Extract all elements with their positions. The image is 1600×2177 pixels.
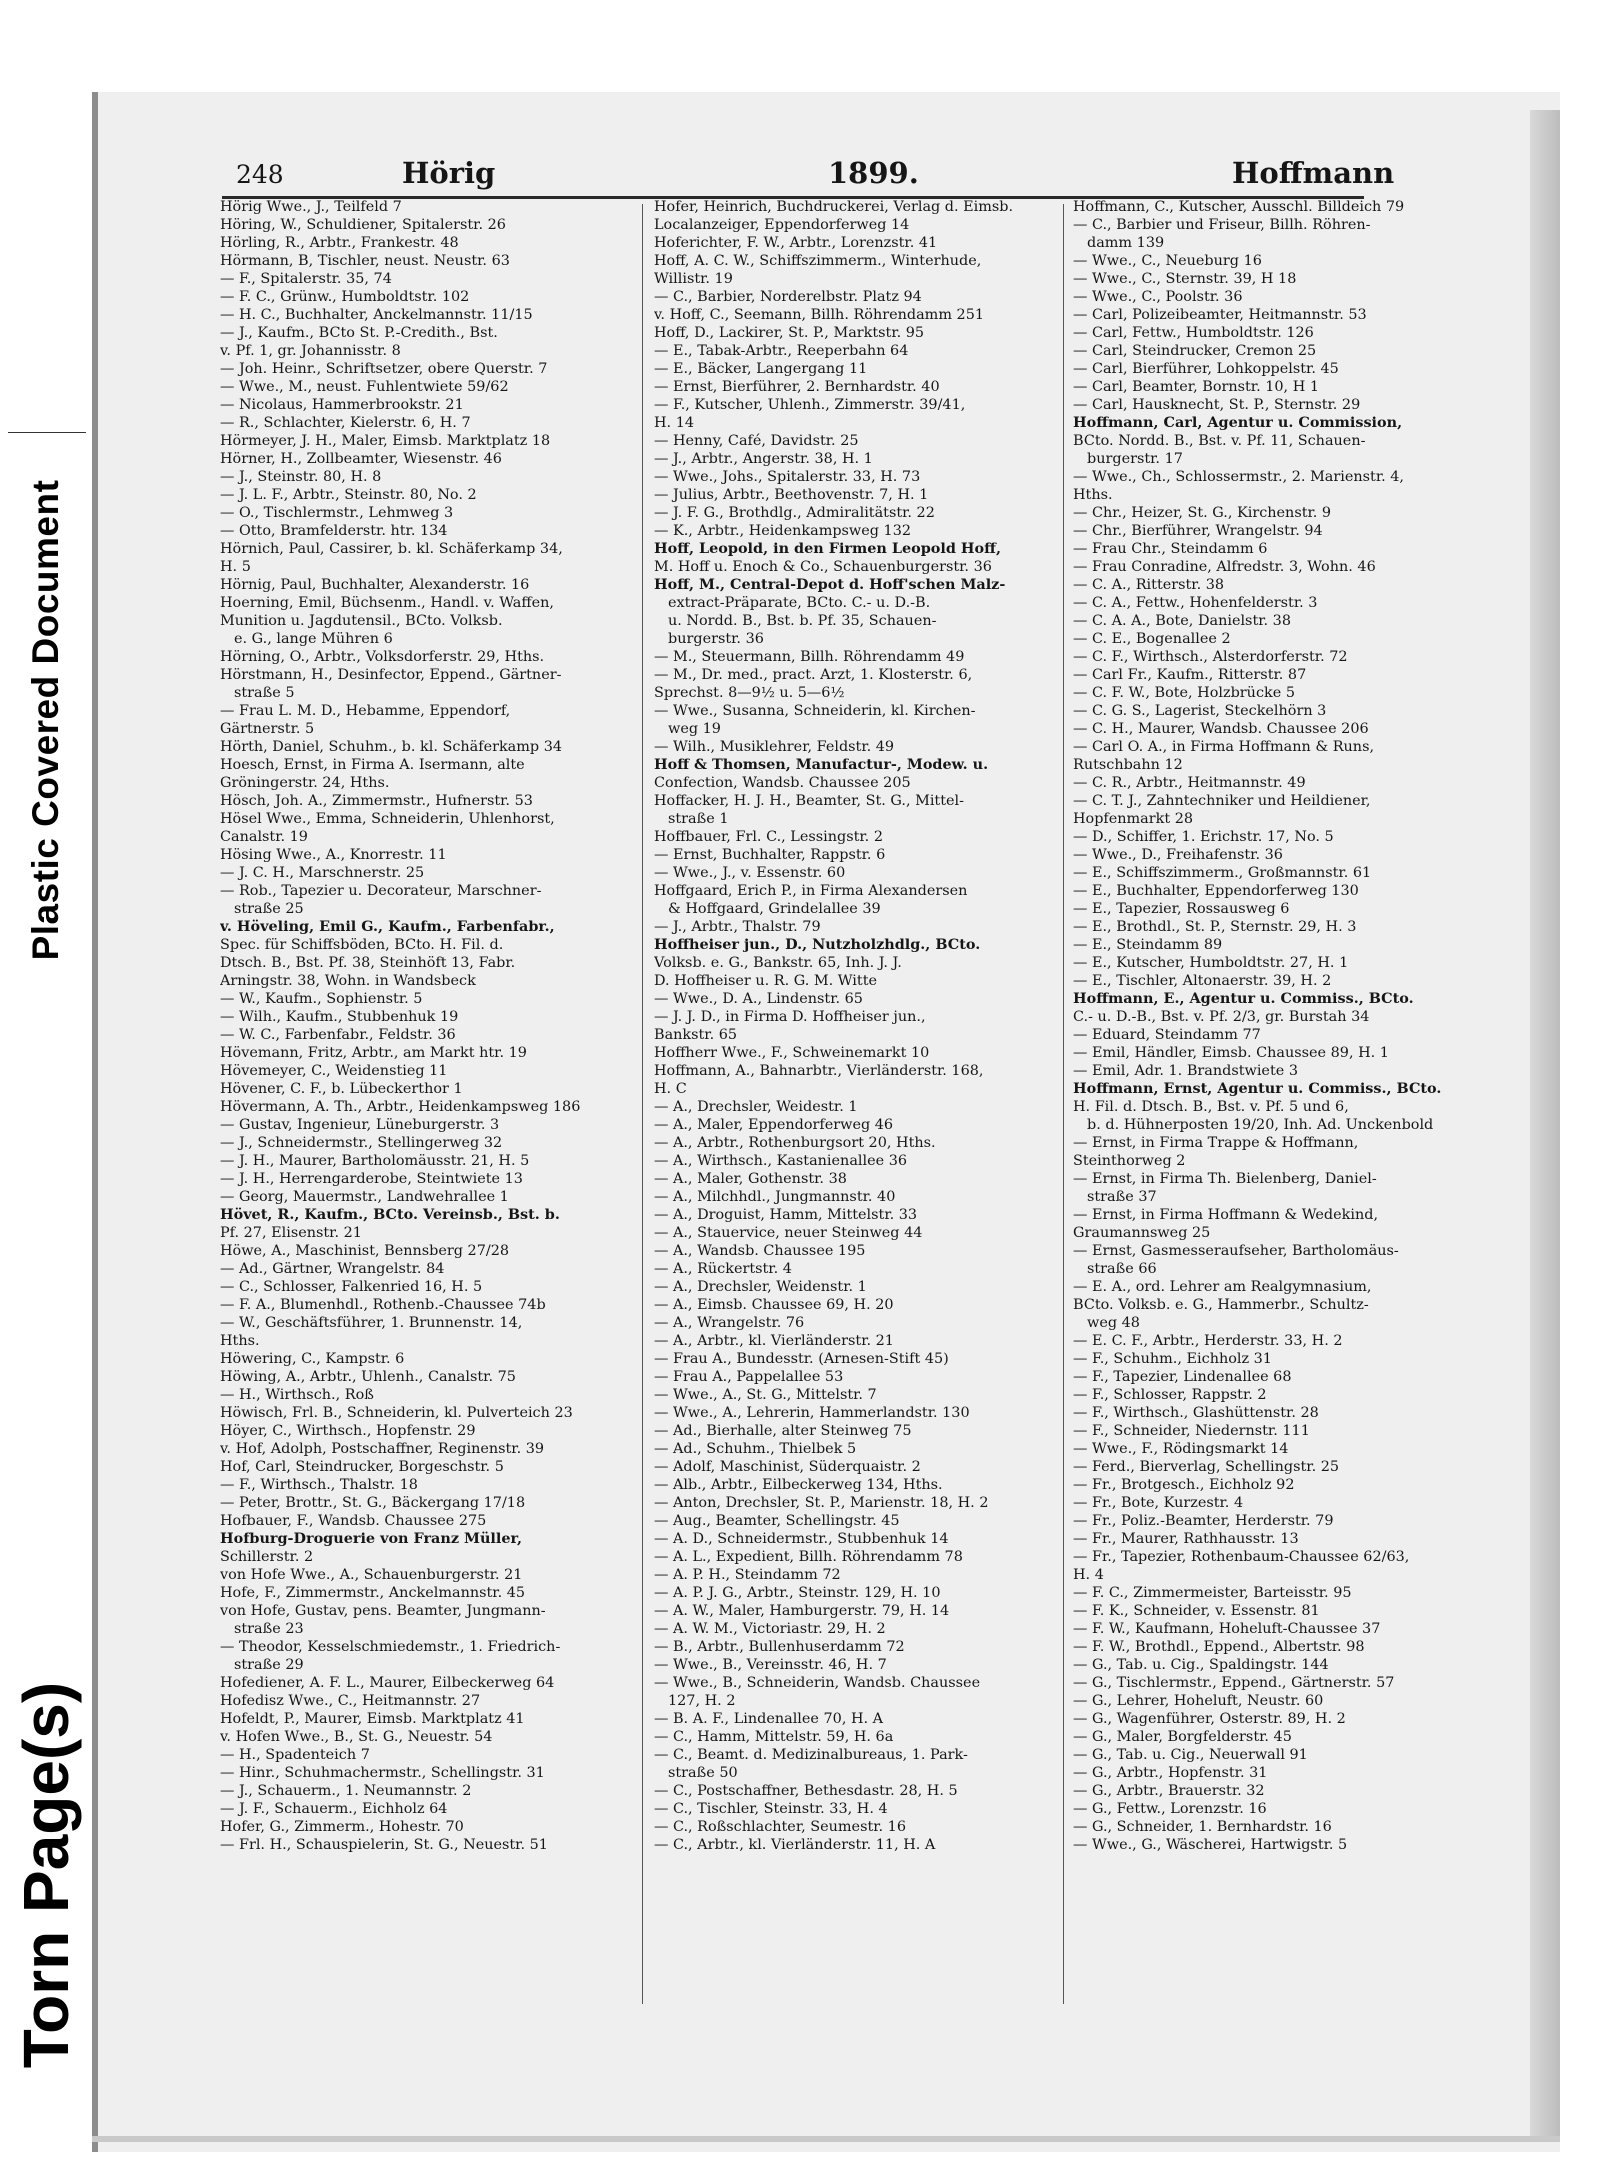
directory-entry-line: — Ernst, in Firma Hoffmann & Wedekind, [1073, 1207, 1379, 1223]
directory-entry-line: — A., Wrangelstr. 76 [654, 1315, 805, 1331]
directory-entry-line: — Ernst, in Firma Trappe & Hoffmann, [1073, 1135, 1359, 1151]
directory-entry-line: — A., Drechsler, Weidestr. 1 [654, 1099, 858, 1115]
directory-entry-line: — A. D., Schneidermstr., Stubbenhuk 14 [654, 1531, 949, 1547]
directory-entry-line: — E., Brothdl., St. P., Sternstr. 29, H. 3 [1073, 919, 1357, 935]
directory-entry-line: — Chr., Bierführer, Wrangelstr. 94 [1073, 523, 1323, 539]
directory-entry-line: — J., Steinstr. 80, H. 8 [220, 469, 382, 485]
directory-entry-line: Hoff & Thomsen, Manufactur-, Modew. u. [654, 756, 989, 773]
directory-column-middle [654, 198, 1062, 1854]
torn-pages-label: Torn Page(s) [10, 1681, 82, 2069]
directory-entry-line: Hofbauer, F., Wandsb. Chaussee 275 [220, 1513, 487, 1529]
directory-entry-line: — A., Droguist, Hamm, Mittelstr. 33 [654, 1207, 918, 1223]
directory-entry-line: Hoff, A. C. W., Schiffszimmerm., Winterhude, [654, 253, 982, 269]
directory-entry-line: — F., Spitalerstr. 35, 74 [220, 271, 392, 287]
directory-entry-line: — Frau L. M. D., Hebamme, Eppendorf, [220, 703, 511, 719]
directory-entry-line: — C. A., Fettw., Hohenfelderstr. 3 [1073, 595, 1318, 611]
directory-entry-line: — G., Arbtr., Brauerstr. 32 [1073, 1783, 1265, 1799]
directory-entry-line: — D., Schiffer, 1. Erichstr. 17, No. 5 [1073, 829, 1334, 845]
directory-entry-line: BCto. Volksb. e. G., Hammerbr., Schultz- [1073, 1297, 1369, 1313]
page-number: 248 [236, 160, 284, 189]
directory-entry-line: — R., Schlachter, Kielerstr. 6, H. 7 [220, 415, 471, 431]
directory-entry-line: — W., Kaufm., Sophienstr. 5 [220, 991, 423, 1007]
column-divider [642, 204, 643, 2004]
directory-entry-line: — F., Tapezier, Lindenallee 68 [1073, 1369, 1292, 1385]
directory-entry-line: — Fr., Poliz.-Beamter, Herderstr. 79 [1073, 1513, 1334, 1529]
directory-entry-line: — Gustav, Ingenieur, Lüneburgerstr. 3 [220, 1117, 500, 1133]
directory-entry-line: — Carl, Polizeibeamter, Heitmannstr. 53 [1073, 307, 1367, 323]
directory-entry-line: Volksb. e. G., Bankstr. 65, Inh. J. J. [654, 955, 902, 971]
directory-entry-line: — J. F. G., Brothdlg., Admiralitätstr. 22 [654, 505, 935, 521]
directory-entry-line: straße 1 [668, 811, 729, 827]
directory-entry-line: Hövet, R., Kaufm., BCto. Vereinsb., Bst. b. [220, 1206, 560, 1223]
directory-entry-line: — M., Steuermann, Billh. Röhrendamm 49 [654, 649, 965, 665]
page-edge-shadow [1530, 110, 1560, 2140]
page-header [236, 156, 1395, 196]
directory-entry-line: — Theodor, Kesselschmiedemstr., 1. Friedrich- [220, 1639, 561, 1655]
directory-entry-line: — Ernst, Gasmesseraufseher, Bartholomäus- [1073, 1243, 1399, 1259]
directory-entry-line: — Aug., Beamter, Schellingstr. 45 [654, 1513, 900, 1529]
directory-entry-line: — E., Schiffszimmerm., Großmannstr. 61 [1073, 865, 1372, 881]
directory-entry-line: — Emil, Händler, Eimsb. Chaussee 89, H. 1 [1073, 1045, 1389, 1061]
directory-entry-line: — Wwe., D., Freihafenstr. 36 [1073, 847, 1283, 863]
directory-entry-line: — B. A. F., Lindenallee 70, H. A [654, 1711, 884, 1727]
directory-entry-line: — Hinr., Schuhmachermstr., Schellingstr. 31 [220, 1765, 545, 1781]
directory-entry-line: — Wilh., Kaufm., Stubbenhuk 19 [220, 1009, 459, 1025]
directory-entry-line: Hofburg-Droguerie von Franz Müller, [220, 1530, 523, 1547]
directory-entry-line: straße 23 [234, 1621, 304, 1637]
directory-entry-line: Arningstr. 38, Wohn. in Wandsbeck [220, 973, 476, 989]
directory-entry-line: — Rob., Tapezier u. Decorateur, Marschner- [220, 883, 542, 899]
directory-entry-line: — J. H., Maurer, Bartholomäusstr. 21, H. 5 [220, 1153, 530, 1169]
directory-entry-line: BCto. Nordd. B., Bst. v. Pf. 11, Schauen- [1073, 433, 1366, 449]
directory-entry-line: — G., Arbtr., Hopfenstr. 31 [1073, 1765, 1268, 1781]
directory-entry-line: — E., Buchhalter, Eppendorferweg 130 [1073, 883, 1359, 899]
directory-entry-line: Hofer, Heinrich, Buchdruckerei, Verlag d. Eimsb. [654, 199, 1014, 215]
directory-entry-line: M. Hoff u. Enoch & Co., Schauenburgerstr. 36 [654, 559, 992, 575]
directory-entry-line: — Wwe., C., Poolstr. 36 [1073, 289, 1243, 305]
directory-entry-line: — J. H., Herrengarderobe, Steintwiete 13 [220, 1171, 523, 1187]
directory-entry-line: — Ferd., Bierverlag, Schellingstr. 25 [1073, 1459, 1340, 1475]
directory-entry-line: — F. A., Blumenhdl., Rothenb.-Chaussee 74b [220, 1297, 546, 1313]
directory-entry-line: Pf. 27, Elisenstr. 21 [220, 1225, 362, 1241]
directory-entry-line: e. G., lange Mühren 6 [234, 631, 393, 647]
directory-entry-line: — A., Maler, Gothenstr. 38 [654, 1171, 847, 1187]
directory-entry-line: — Julius, Arbtr., Beethovenstr. 7, H. 1 [654, 487, 929, 503]
directory-entry-line: — Anton, Drechsler, St. P., Marienstr. 18, H. 2 [654, 1495, 989, 1511]
directory-entry-line: Hoffgaard, Erich P., in Firma Alexandersen [654, 883, 968, 899]
directory-entry-line: — Wwe., B., Schneiderin, Wandsb. Chaussee [654, 1675, 981, 1691]
directory-column-right [1073, 198, 1493, 1854]
directory-entry-line: — Ernst, in Firma Th. Bielenberg, Daniel- [1073, 1171, 1377, 1187]
directory-entry-line: Hoff, Leopold, in den Firmen Leopold Hoff, [654, 540, 1001, 557]
directory-entry-line: — E., Bäcker, Langergang 11 [654, 361, 868, 377]
directory-entry-line: Hoferichter, F. W., Arbtr., Lorenzstr. 41 [654, 235, 938, 251]
directory-entry-line: — E., Steindamm 89 [1073, 937, 1223, 953]
directory-entry-line: Hof, Carl, Steindrucker, Borgeschstr. 5 [220, 1459, 504, 1475]
directory-entry-line: burgerstr. 17 [1087, 451, 1183, 467]
directory-entry-line: — Wwe., Johs., Spitalerstr. 33, H. 73 [654, 469, 921, 485]
directory-entry-line: Hoffacker, H. J. H., Beamter, St. G., Mittel- [654, 793, 964, 809]
directory-entry-line: Hörstmann, H., Desinfector, Eppend., Gärtner- [220, 667, 562, 683]
directory-entry-line: Hoesch, Ernst, in Firma A. Isermann, alte [220, 757, 525, 773]
directory-entry-line: Hövener, C. F., b. Lübeckerthor 1 [220, 1081, 463, 1097]
directory-entry-line: — Wwe., M., neust. Fuhlentwiete 59/62 [220, 379, 509, 395]
directory-entry-line: — C. G. S., Lagerist, Steckelhörn 3 [1073, 703, 1327, 719]
directory-entry-line: — Wilh., Musiklehrer, Feldstr. 49 [654, 739, 895, 755]
directory-entry-line: — E., Kutscher, Humboldtstr. 27, H. 1 [1073, 955, 1349, 971]
directory-entry-line: — F., Wirthsch., Glashüttenstr. 28 [1073, 1405, 1319, 1421]
directory-entry-line: — K., Arbtr., Heidenkampsweg 132 [654, 523, 912, 539]
directory-entry-line: — F., Schlosser, Rappstr. 2 [1073, 1387, 1267, 1403]
directory-entry-line: Canalstr. 19 [220, 829, 308, 845]
directory-entry-line: Hörnig, Paul, Buchhalter, Alexanderstr. 16 [220, 577, 530, 593]
directory-entry-line: — E., Tabak-Arbtr., Reeperbahn 64 [654, 343, 909, 359]
directory-entry-line: — C., Barbier und Friseur, Billh. Röhren- [1073, 217, 1371, 233]
directory-entry-line: — A., Drechsler, Weidenstr. 1 [654, 1279, 867, 1295]
directory-entry-line: — Henny, Café, Davidstr. 25 [654, 433, 859, 449]
directory-entry-line: — Frau Conradine, Alfredstr. 3, Wohn. 46 [1073, 559, 1376, 575]
directory-entry-line: u. Nordd. B., Bst. b. Pf. 35, Schauen- [668, 613, 937, 629]
right-guide-word: Hoffmann [1232, 156, 1395, 190]
directory-entry-line: Bankstr. 65 [654, 1027, 738, 1043]
directory-entry-line: H. 5 [220, 559, 251, 575]
directory-entry-line: — G., Schneider, 1. Bernhardstr. 16 [1073, 1819, 1332, 1835]
directory-entry-line: H. 4 [1073, 1567, 1104, 1583]
directory-entry-line: — E. C. F., Arbtr., Herderstr. 33, H. 2 [1073, 1333, 1343, 1349]
directory-entry-line: Hösch, Joh. A., Zimmermstr., Hufnerstr. 53 [220, 793, 533, 809]
directory-entry-line: — J. J. D., in Firma D. Hoffheiser jun., [654, 1009, 926, 1025]
directory-entry-line: straße 37 [1087, 1189, 1157, 1205]
directory-entry-line: straße 66 [1087, 1261, 1157, 1277]
directory-entry-line: — Carl, Bierführer, Lohkoppelstr. 45 [1073, 361, 1339, 377]
directory-entry-line: — W. C., Farbenfabr., Feldstr. 36 [220, 1027, 456, 1043]
directory-entry-line: Höwing, A., Arbtr., Uhlenh., Canalstr. 75 [220, 1369, 516, 1385]
directory-entry-line: — Georg, Mauermstr., Landwehrallee 1 [220, 1189, 509, 1205]
directory-entry-line: — C., Arbtr., kl. Vierländerstr. 11, H. A [654, 1837, 936, 1853]
column-divider [1063, 204, 1064, 2004]
directory-entry-line: — G., Lehrer, Hoheluft, Neustr. 60 [1073, 1693, 1324, 1709]
directory-entry-line: — Nicolaus, Hammerbrookstr. 21 [220, 397, 464, 413]
directory-entry-line: Schillerstr. 2 [220, 1549, 314, 1565]
directory-entry-line: Hths. [1073, 487, 1113, 503]
directory-entry-line: — J., Schneidermstr., Stellingerweg 32 [220, 1135, 503, 1151]
directory-entry-line: — A., Arbtr., Rothenburgsort 20, Hths. [654, 1135, 936, 1151]
directory-entry-line: Hörner, H., Zollbeamter, Wiesenstr. 46 [220, 451, 502, 467]
directory-entry-line: Rutschbahn 12 [1073, 757, 1183, 773]
directory-entry-line: — Carl, Beamter, Bornstr. 10, H 1 [1073, 379, 1319, 395]
directory-entry-line: Höwering, C., Kampstr. 6 [220, 1351, 405, 1367]
directory-entry-line: Sprechst. 8—9½ u. 5—6½ [654, 685, 845, 701]
directory-entry-line: — A. W. M., Victoriastr. 29, H. 2 [654, 1621, 886, 1637]
directory-entry-line: Hörling, R., Arbtr., Frankestr. 48 [220, 235, 459, 251]
directory-entry-line: — C. E., Bogenallee 2 [1073, 631, 1231, 647]
directory-entry-line: Gärtnerstr. 5 [220, 721, 315, 737]
directory-entry-line: Hörning, O., Arbtr., Volksdorferstr. 29, Hths. [220, 649, 545, 665]
directory-entry-line: — Frau Chr., Steindamm 6 [1073, 541, 1268, 557]
directory-entry-line: v. Pf. 1, gr. Johannisstr. 8 [220, 343, 401, 359]
directory-entry-line: — A. P. J. G., Arbtr., Steinstr. 129, H. 10 [654, 1585, 941, 1601]
directory-entry-line: straße 25 [234, 901, 304, 917]
directory-entry-line: — Carl O. A., in Firma Hoffmann & Runs, [1073, 739, 1375, 755]
directory-entry-line: — Ad., Bierhalle, alter Steinweg 75 [654, 1423, 912, 1439]
directory-entry-line: Steinthorweg 2 [1073, 1153, 1186, 1169]
left-guide-word: Hörig [402, 156, 496, 190]
directory-entry-line: Hofer, G., Zimmerm., Hohestr. 70 [220, 1819, 464, 1835]
directory-entry-line: — G., Fettw., Lorenzstr. 16 [1073, 1801, 1267, 1817]
directory-entry-line: Hoerning, Emil, Büchsenm., Handl. v. Waffen, [220, 595, 554, 611]
directory-entry-line: — A. W., Maler, Hamburgerstr. 79, H. 14 [654, 1603, 950, 1619]
directory-entry-line: — C. H., Maurer, Wandsb. Chaussee 206 [1073, 721, 1369, 737]
directory-entry-line: — C., Barbier, Norderelbstr. Platz 94 [654, 289, 922, 305]
directory-entry-line: — E. A., ord. Lehrer am Realgymnasium, [1073, 1279, 1372, 1295]
directory-entry-line: — J., Arbtr., Thalstr. 79 [654, 919, 821, 935]
directory-entry-line: — Wwe., C., Sternstr. 39, H 18 [1073, 271, 1297, 287]
directory-entry-line: — Wwe., D. A., Lindenstr. 65 [654, 991, 863, 1007]
directory-entry-line: Hths. [220, 1333, 260, 1349]
directory-entry-line: Hövemann, Fritz, Arbtr., am Markt htr. 19 [220, 1045, 527, 1061]
directory-entry-line: — Fr., Tapezier, Rothenbaum-Chaussee 62/63, [1073, 1549, 1410, 1565]
directory-entry-line: — Emil, Adr. 1. Brandstwiete 3 [1073, 1063, 1298, 1079]
directory-entry-line: — Frau A., Pappelallee 53 [654, 1369, 844, 1385]
directory-entry-line: — Alb., Arbtr., Eilbeckerweg 134, Hths. [654, 1477, 943, 1493]
directory-entry-line: — G., Maler, Borgfelderstr. 45 [1073, 1729, 1292, 1745]
directory-entry-line: v. Höveling, Emil G., Kaufm., Farbenfabr., [220, 918, 555, 935]
directory-entry-line: — F., Wirthsch., Thalstr. 18 [220, 1477, 418, 1493]
directory-entry-line: — G., Tischlermstr., Eppend., Gärtnerstr. 57 [1073, 1675, 1395, 1691]
directory-entry-line: Hoffmann, Ernst, Agentur u. Commiss., BCto. [1073, 1080, 1442, 1097]
directory-entry-line: — C. R., Arbtr., Heitmannstr. 49 [1073, 775, 1306, 791]
directory-entry-line: — Wwe., Susanna, Schneiderin, kl. Kirchen- [654, 703, 976, 719]
directory-entry-line: — Eduard, Steindamm 77 [1073, 1027, 1261, 1043]
directory-entry-line: — G., Wagenführer, Osterstr. 89, H. 2 [1073, 1711, 1346, 1727]
directory-entry-line: Hofeldt, P., Maurer, Eimsb. Marktplatz 41 [220, 1711, 525, 1727]
directory-entry-line: extract-Präparate, BCto. C.- u. D.-B. [668, 595, 931, 611]
directory-entry-line: — G., Tab. u. Cig., Spaldingstr. 144 [1073, 1657, 1329, 1673]
directory-entry-line: — A., Stauervice, neuer Steinweg 44 [654, 1225, 923, 1241]
directory-entry-line: — C. A. A., Bote, Danielstr. 38 [1073, 613, 1291, 629]
directory-entry-line: & Hoffgaard, Grindelallee 39 [668, 901, 881, 917]
directory-entry-line: — C. A., Ritterstr. 38 [1073, 577, 1225, 593]
directory-entry-line: — C., Hamm, Mittelstr. 59, H. 6a [654, 1729, 894, 1745]
directory-entry-line: — F. C., Grünw., Humboldtstr. 102 [220, 289, 470, 305]
directory-entry-line: Hoff, M., Central-Depot d. Hoff'schen Malz- [654, 576, 1006, 593]
directory-entry-line: Hoff, D., Lackirer, St. P., Marktstr. 95 [654, 325, 925, 341]
directory-entry-line: Höwe, A., Maschinist, Bennsberg 27/28 [220, 1243, 510, 1259]
directory-entry-line: Hösel Wwe., Emma, Schneiderin, Uhlenhorst, [220, 811, 555, 827]
directory-entry-line: — C., Roßschlachter, Seumestr. 16 [654, 1819, 906, 1835]
directory-entry-line: — C. F., Wirthsch., Alsterdorferstr. 72 [1073, 649, 1348, 665]
directory-entry-line: — A. P. H., Steindamm 72 [654, 1567, 841, 1583]
directory-entry-line: — B., Arbtr., Bullenhuserdamm 72 [654, 1639, 905, 1655]
directory-entry-line: — Fr., Bote, Kurzestr. 4 [1073, 1495, 1244, 1511]
directory-entry-line: — Ernst, Bierführer, 2. Bernhardstr. 40 [654, 379, 940, 395]
directory-entry-line: — G., Tab. u. Cig., Neuerwall 91 [1073, 1747, 1308, 1763]
directory-entry-line: — Frau A., Bundesstr. (Arnesen-Stift 45) [654, 1351, 949, 1367]
directory-entry-line: v. Hofen Wwe., B., St. G., Neuestr. 54 [220, 1729, 493, 1745]
directory-entry-line: straße 29 [234, 1657, 304, 1673]
directory-entry-line: — Carl, Hausknecht, St. P., Sternstr. 29 [1073, 397, 1361, 413]
directory-entry-line: — Carl, Fettw., Humboldtstr. 126 [1073, 325, 1314, 341]
directory-entry-line: weg 19 [668, 721, 721, 737]
directory-entry-line: — F., Schuhm., Eichholz 31 [1073, 1351, 1272, 1367]
directory-entry-line: Hörig Wwe., J., Teilfeld 7 [220, 199, 402, 215]
directory-entry-line: — F. C., Zimmermeister, Barteisstr. 95 [1073, 1585, 1352, 1601]
directory-entry-line: — A., Milchhdl., Jungmannstr. 40 [654, 1189, 896, 1205]
directory-entry-line: Hofe, F., Zimmermstr., Anckelmannstr. 45 [220, 1585, 526, 1601]
directory-entry-line: — J. L. F., Arbtr., Steinstr. 80, No. 2 [220, 487, 477, 503]
directory-entry-line: Hoffherr Wwe., F., Schweinemarkt 10 [654, 1045, 930, 1061]
directory-entry-line: Hofediener, A. F. L., Maurer, Eilbeckerweg 64 [220, 1675, 555, 1691]
directory-entry-line: C.- u. D.-B., Bst. v. Pf. 2/3, gr. Burstah 34 [1073, 1009, 1370, 1025]
directory-entry-line: von Hofe Wwe., A., Schauenburgerstr. 21 [220, 1567, 523, 1583]
directory-entry-line: b. d. Hühnerposten 19/20, Inh. Ad. Unckenbold [1087, 1117, 1434, 1133]
directory-entry-line: — O., Tischlermstr., Lehmweg 3 [220, 505, 454, 521]
directory-entry-line: Hopfenmarkt 28 [1073, 811, 1194, 827]
directory-entry-line: — C., Schlosser, Falkenried 16, H. 5 [220, 1279, 483, 1295]
directory-entry-line: Höyer, C., Wirthsch., Hopfenstr. 29 [220, 1423, 476, 1439]
directory-entry-line: Hoffmann, E., Agentur u. Commiss., BCto. [1073, 990, 1414, 1007]
directory-entry-line: — J., Schauerm., 1. Neumannstr. 2 [220, 1783, 472, 1799]
directory-entry-line: H. C [654, 1081, 687, 1097]
directory-entry-line: Hörmeyer, J. H., Maler, Eimsb. Marktplatz 18 [220, 433, 551, 449]
directory-entry-line: — F., Schneider, Niedernstr. 111 [1073, 1423, 1310, 1439]
directory-entry-line: — Wwe., B., Vereinsstr. 46, H. 7 [654, 1657, 887, 1673]
directory-entry-line: — C., Postschaffner, Bethesdastr. 28, H. 5 [654, 1783, 958, 1799]
directory-entry-line: — J. C. H., Marschnerstr. 25 [220, 865, 425, 881]
year-heading: 1899. [828, 156, 919, 190]
directory-entry-line: — A., Wirthsch., Kastanienallee 36 [654, 1153, 908, 1169]
page-bottom-edge [92, 2136, 1560, 2142]
directory-entry-line: — E., Tapezier, Rossausweg 6 [1073, 901, 1290, 917]
directory-entry-line: — H. C., Buchhalter, Anckelmannstr. 11/15 [220, 307, 533, 323]
directory-entry-line: — Carl Fr., Kaufm., Ritterstr. 87 [1073, 667, 1307, 683]
side-label-strip [0, 0, 92, 2177]
directory-entry-line: von Hofe, Gustav, pens. Beamter, Jungmann- [220, 1603, 546, 1619]
directory-entry-line: — Ad., Schuhm., Thielbek 5 [654, 1441, 857, 1457]
directory-entry-line: — Wwe., A., Lehrerin, Hammerlandstr. 130 [654, 1405, 970, 1421]
directory-entry-line: — M., Dr. med., pract. Arzt, 1. Klosterstr. 6, [654, 667, 973, 683]
directory-entry-line: — Ad., Gärtner, Wrangelstr. 84 [220, 1261, 445, 1277]
directory-entry-line: — H., Wirthsch., Roß [220, 1387, 374, 1403]
directory-entry-line: Willistr. 19 [654, 271, 733, 287]
directory-entry-line: Hofedisz Wwe., C., Heitmannstr. 27 [220, 1693, 481, 1709]
directory-entry-line: weg 48 [1087, 1315, 1140, 1331]
directory-entry-line: — A., Maler, Eppendorferweg 46 [654, 1117, 894, 1133]
directory-entry-line: — Wwe., Ch., Schlossermstr., 2. Marienstr. 4, [1073, 469, 1404, 485]
directory-entry-line: 127, H. 2 [668, 1693, 736, 1709]
directory-entry-line: — J. F., Schauerm., Eichholz 64 [220, 1801, 448, 1817]
directory-entry-line: Graumannsweg 25 [1073, 1225, 1211, 1241]
directory-entry-line: Spec. für Schiffsböden, BCto. H. Fil. d. [220, 937, 504, 953]
directory-column-left [220, 198, 628, 1854]
directory-entry-line: — Wwe., F., Rödingsmarkt 14 [1073, 1441, 1289, 1457]
directory-entry-line: v. Hof, Adolph, Postschaffner, Reginenstr. 39 [220, 1441, 545, 1457]
directory-entry-line: — F., Kutscher, Uhlenh., Zimmerstr. 39/41, [654, 397, 966, 413]
directory-entry-line: — C., Beamt. d. Medizinalbureaus, 1. Park- [654, 1747, 968, 1763]
directory-entry-line: — E., Tischler, Altonaerstr. 39, H. 2 [1073, 973, 1332, 989]
directory-entry-line: — F. W., Kaufmann, Hoheluft-Chaussee 37 [1073, 1621, 1381, 1637]
directory-entry-line: Gröningerstr. 24, Hths. [220, 775, 390, 791]
directory-entry-line: Hoffheiser jun., D., Nutzholzhdlg., BCto. [654, 936, 981, 953]
directory-entry-line: straße 5 [234, 685, 295, 701]
directory-entry-line: — Fr., Brotgesch., Eichholz 92 [1073, 1477, 1295, 1493]
directory-entry-line: — Carl, Steindrucker, Cremon 25 [1073, 343, 1317, 359]
directory-entry-line: — W., Geschäftsführer, 1. Brunnenstr. 14, [220, 1315, 523, 1331]
directory-entry-line: — Ernst, Buchhalter, Rappstr. 6 [654, 847, 886, 863]
directory-entry-line: — C., Tischler, Steinstr. 33, H. 4 [654, 1801, 888, 1817]
directory-entry-line: — Frl. H., Schauspielerin, St. G., Neuestr. 51 [220, 1837, 548, 1853]
directory-entry-line: — A., Wandsb. Chaussee 195 [654, 1243, 866, 1259]
directory-entry-line: Hoffmann, Carl, Agentur u. Commission, [1073, 414, 1403, 431]
directory-entry-line: — F. K., Schneider, v. Essenstr. 81 [1073, 1603, 1320, 1619]
directory-entry-line: Hörnich, Paul, Cassirer, b. kl. Schäferkamp 34, [220, 541, 563, 557]
directory-entry-line: — Otto, Bramfelderstr. htr. 134 [220, 523, 448, 539]
directory-entry-line: — Joh. Heinr., Schriftsetzer, obere Querstr. 7 [220, 361, 548, 377]
directory-entry-line: — Wwe., G., Wäscherei, Hartwigstr. 5 [1073, 1837, 1348, 1853]
directory-entry-line: Hoffmann, C., Kutscher, Ausschl. Billdeich 79 [1073, 199, 1405, 215]
directory-entry-line: — A., Rückertstr. 4 [654, 1261, 792, 1277]
directory-entry-line: — Chr., Heizer, St. G., Kirchenstr. 9 [1073, 505, 1332, 521]
directory-entry-line: Höwisch, Frl. B., Schneiderin, kl. Pulverteich 23 [220, 1405, 573, 1421]
directory-entry-line: — Wwe., J., v. Essenstr. 60 [654, 865, 846, 881]
directory-entry-line: H. Fil. d. Dtsch. B., Bst. v. Pf. 5 und 6, [1073, 1099, 1349, 1115]
directory-entry-line: Höring, W., Schuldiener, Spitalerstr. 26 [220, 217, 506, 233]
directory-entry-line: — J., Arbtr., Angerstr. 38, H. 1 [654, 451, 873, 467]
directory-entry-line: Munition u. Jagdutensil., BCto. Volksb. [220, 613, 503, 629]
directory-entry-line: Hövermann, A. Th., Arbtr., Heidenkampsweg 186 [220, 1099, 581, 1115]
directory-entry-line: Hörmann, B, Tischler, neust. Neustr. 63 [220, 253, 510, 269]
directory-entry-line: — C. F. W., Bote, Holzbrücke 5 [1073, 685, 1295, 701]
directory-entry-line: Hövemeyer, C., Weidenstieg 11 [220, 1063, 448, 1079]
directory-entry-line: v. Hoff, C., Seemann, Billh. Röhrendamm 251 [654, 307, 985, 323]
directory-entry-line: Hoffbauer, Frl. C., Lessingstr. 2 [654, 829, 883, 845]
directory-entry-line: — Adolf, Maschinist, Süderquaistr. 2 [654, 1459, 921, 1475]
directory-entry-line: Hoffmann, A., Bahnarbtr., Vierländerstr. 168, [654, 1063, 984, 1079]
directory-entry-line: damm 139 [1087, 235, 1165, 251]
directory-entry-line: — Wwe., A., St. G., Mittelstr. 7 [654, 1387, 877, 1403]
directory-entry-line: — A. L., Expedient, Billh. Röhrendamm 78 [654, 1549, 963, 1565]
directory-entry-line: Hörth, Daniel, Schuhm., b. kl. Schäferkamp 34 [220, 739, 563, 755]
directory-entry-line: Dtsch. B., Bst. Pf. 38, Steinhöft 13, Fabr. [220, 955, 516, 971]
directory-entry-line: — A., Arbtr., kl. Vierländerstr. 21 [654, 1333, 894, 1349]
directory-entry-line: — C. T. J., Zahntechniker und Heildiener, [1073, 793, 1371, 809]
directory-entry-line: — A., Eimsb. Chaussee 69, H. 20 [654, 1297, 894, 1313]
plastic-covered-label: Plastic Covered Document [25, 479, 66, 961]
directory-entry-line: — Wwe., C., Neueburg 16 [1073, 253, 1262, 269]
directory-entry-line: Hösing Wwe., A., Knorrestr. 11 [220, 847, 447, 863]
directory-entry-line: — F. W., Brothdl., Eppend., Albertstr. 98 [1073, 1639, 1365, 1655]
directory-entry-line: Localanzeiger, Eppendorferweg 14 [654, 217, 910, 233]
directory-entry-line: — J., Kaufm., BCto St. P.-Credith., Bst. [220, 325, 498, 341]
directory-entry-line: — H., Spadenteich 7 [220, 1747, 370, 1763]
directory-entry-line: — Peter, Brottr., St. G., Bäckergang 17/18 [220, 1495, 526, 1511]
directory-entry-line: D. Hoffheiser u. R. G. M. Witte [654, 973, 877, 989]
directory-entry-line: H. 14 [654, 415, 695, 431]
directory-entry-line: burgerstr. 36 [668, 631, 764, 647]
directory-entry-line: Confection, Wandsb. Chaussee 205 [654, 775, 911, 791]
directory-entry-line: — Fr., Maurer, Rathhausstr. 13 [1073, 1531, 1299, 1547]
strip-divider [8, 432, 86, 449]
directory-entry-line: straße 50 [668, 1765, 738, 1781]
